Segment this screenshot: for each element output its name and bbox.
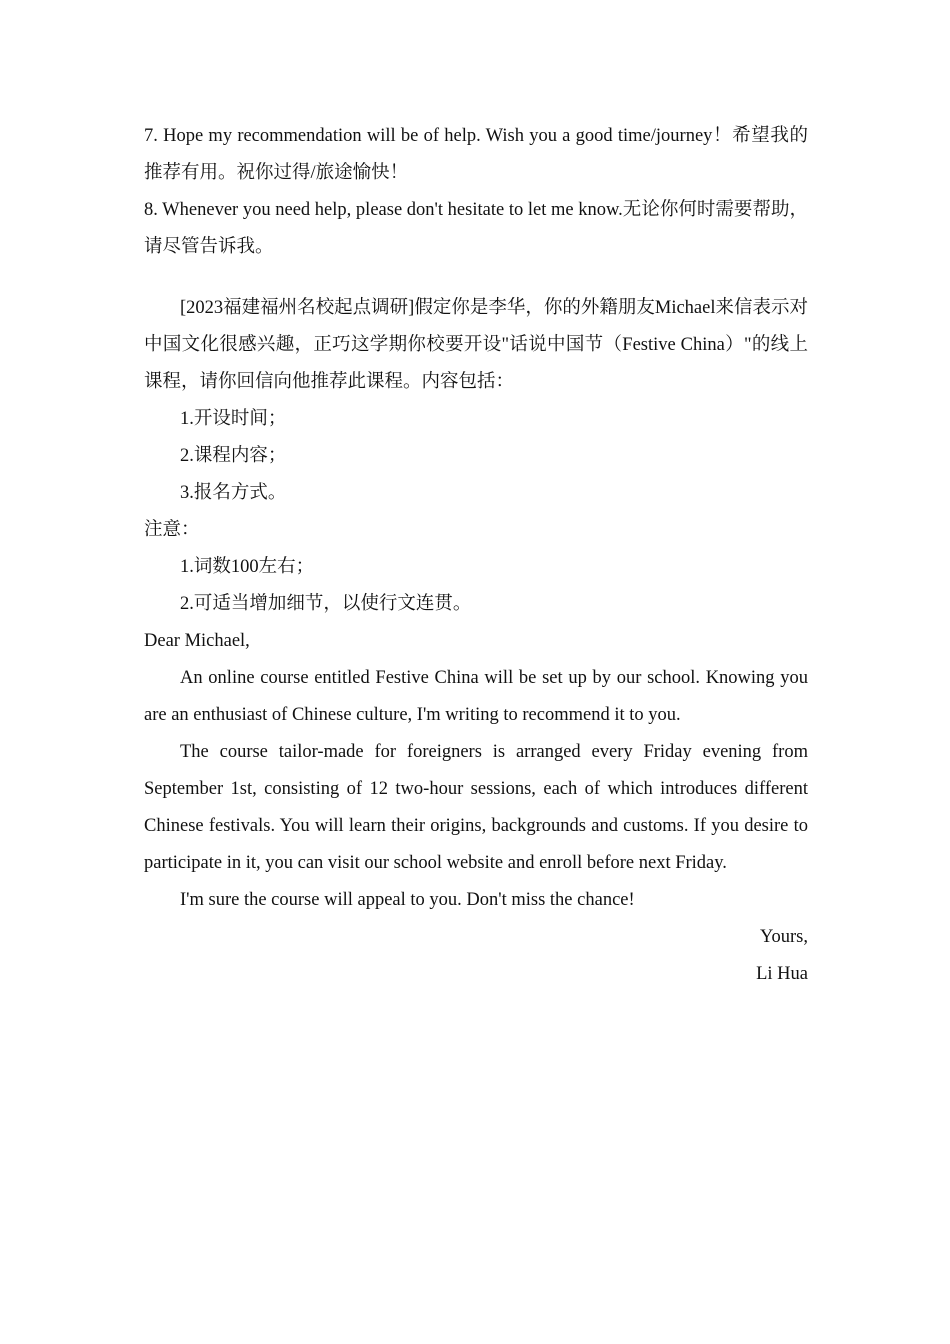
tip-7: 7. Hope my recommendation will be of help. Wish you a good time/journey！希望我的推荐有用。祝你过得/旅途愉快！ xyxy=(144,126,808,183)
section-gap xyxy=(144,266,808,290)
task-item-content: 2.课程内容； xyxy=(180,446,287,466)
letter-paragraph-body: The course tailor-made for foreigners is arranged every Friday evening from September 1st, consisting of 12 two-hour sessions, each of which introduces different Chinese festivals. You will learn their origins, backgrounds and customs. If you desire to participate in it, you can visit our school website and enroll before next Friday. xyxy=(144,742,808,873)
tip-8: 8. Whenever you need help, please don't hesitate to let me know.无论你何时需要帮助，请尽管告诉我。 xyxy=(144,200,808,257)
task-item-enroll: 3.报名方式。 xyxy=(180,483,287,503)
task-item-time: 1.开设时间； xyxy=(180,409,287,429)
notes-label: 注意： xyxy=(144,520,200,540)
task-prompt: [2023福建福州名校起点调研]假定你是李华，你的外籍朋友Michael来信表示对中国文化很感兴趣，正巧这学期你校要开设"话说中国节（Festive China）"的线上课程，请你回信向他推荐此课程。内容包括： xyxy=(144,298,808,392)
letter-paragraph-intro: An online course entitled Festive China will be set up by our school. Knowing you are an enthusiast of Chinese culture, I'm writing to recommend it to you. xyxy=(144,668,808,725)
letter-salutation: Dear Michael, xyxy=(144,631,250,651)
document-page xyxy=(144,118,808,993)
letter-paragraph-closing: I'm sure the course will appeal to you. Don't miss the chance! xyxy=(180,890,635,910)
note-word-count: 1.词数100左右； xyxy=(180,557,315,577)
letter-closing: Yours, xyxy=(760,927,808,947)
letter-signature: Li Hua xyxy=(756,964,808,984)
note-details: 2.可适当增加细节，以使行文连贯。 xyxy=(180,594,472,614)
